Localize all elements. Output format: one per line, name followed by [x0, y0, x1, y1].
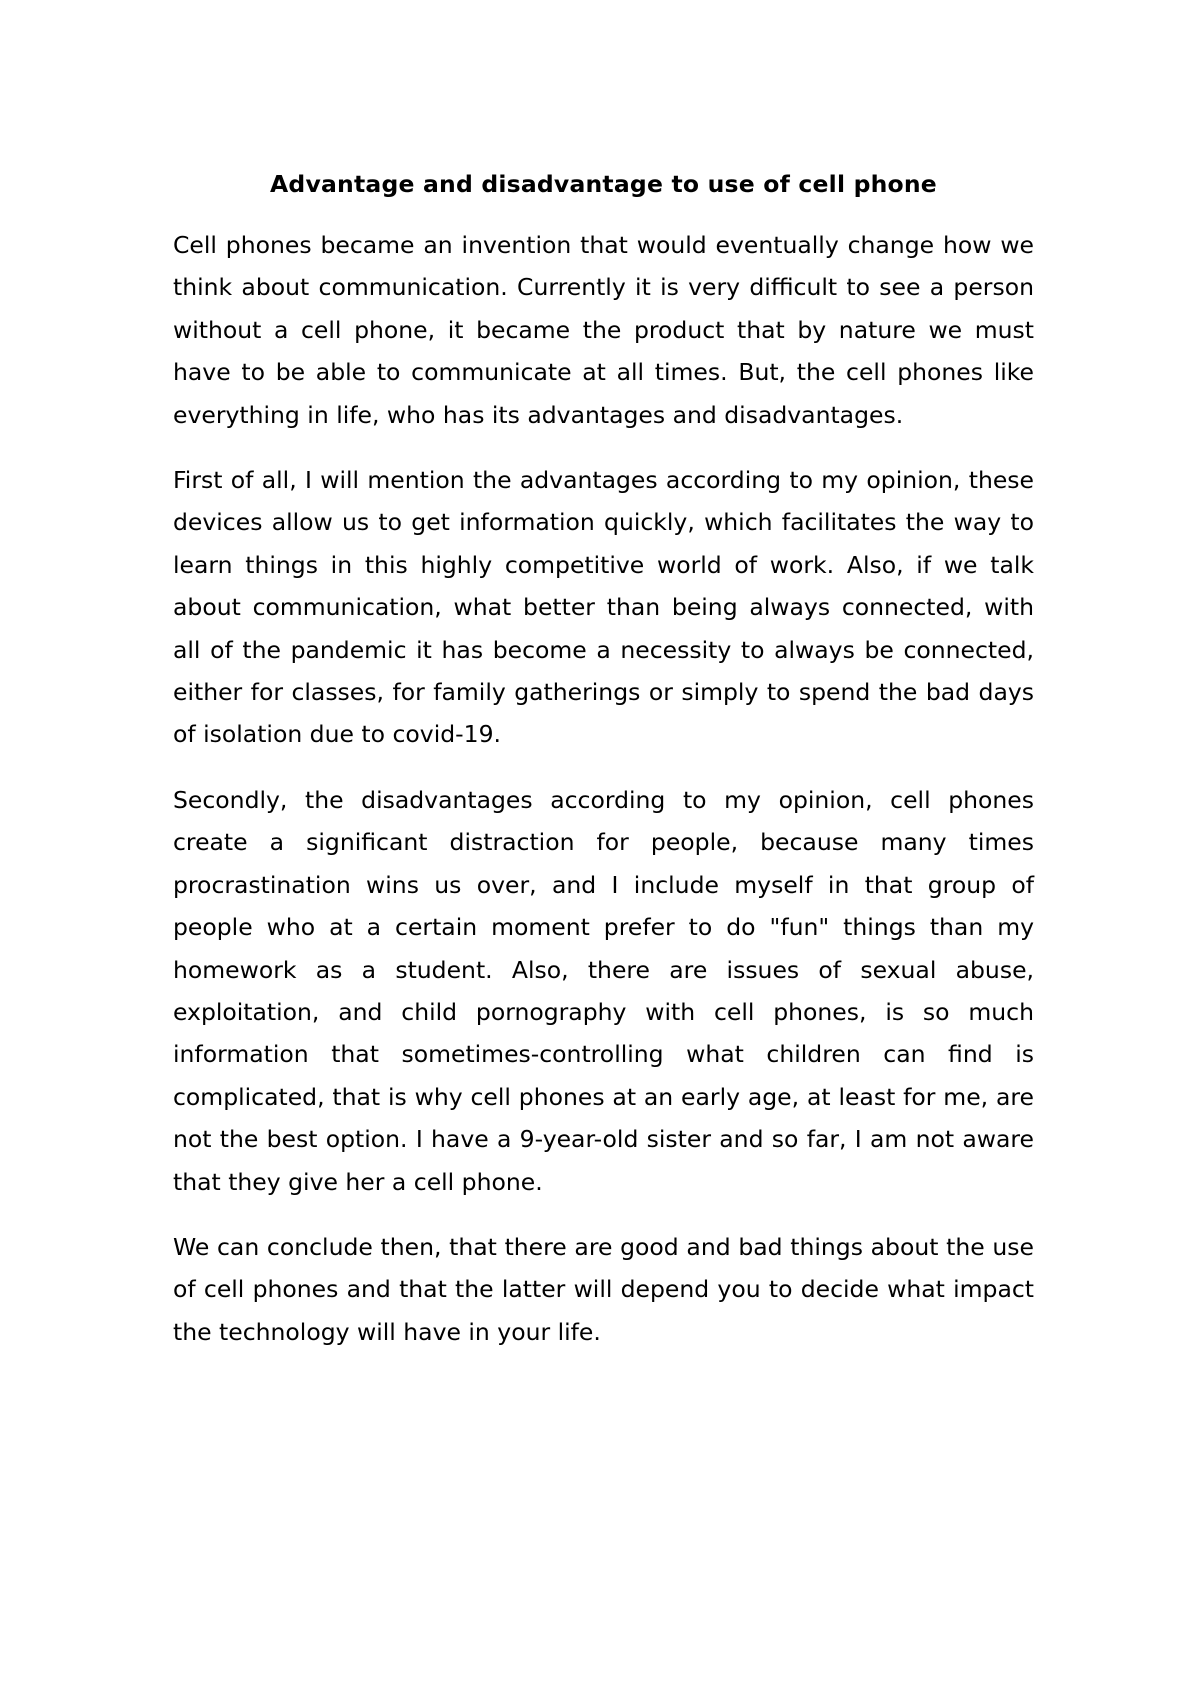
paragraph-introduction: Cell phones became an invention that would eventually change how we think about communication. Currently it is very difficult to see a person without a cell phone, it became the product that by nature we must have to be able to communicate at all times. But, the cell phones like everything in life, who has its advantages and disadvantages. [173, 231, 1034, 429]
paragraph-advantages: First of all, I will mention the advantages according to my opinion, these devices allow us to get information quickly, which facilitates the way to learn things in this highly competitive world of work. Also, if we talk about communication, what better than being always connected, with all of the pandemic it has become a necessity to always be connected, either for classes, for family gatherings or simply to spend the bad days of isolation due to covid-19. [173, 466, 1034, 749]
document-title: Advantage and disadvantage to use of cell phone [270, 170, 937, 198]
paragraph-conclusion: We can conclude then, that there are good and bad things about the use of cell phones and that the latter will depend you to decide what impact the technology will have in your life. [173, 1232, 1034, 1346]
document-body [173, 163, 1034, 1376]
paragraph-disadvantages: Secondly, the disadvantages according to my opinion, cell phones create a significant distraction for people, because many times procrastination wins us over, and I include myself in that group of people who at a certain moment prefer to do "fun" things than my homework as a student. Also, there are issues of sexual abuse, exploitation, and child pornography with cell phones, is so much information that sometimes-controlling what children can find is complicated, that is why cell phones at an early age, at least for me, are not the best option. I have a 9-year-old sister and so far, I am not aware that they give her a cell phone. [173, 785, 1034, 1196]
